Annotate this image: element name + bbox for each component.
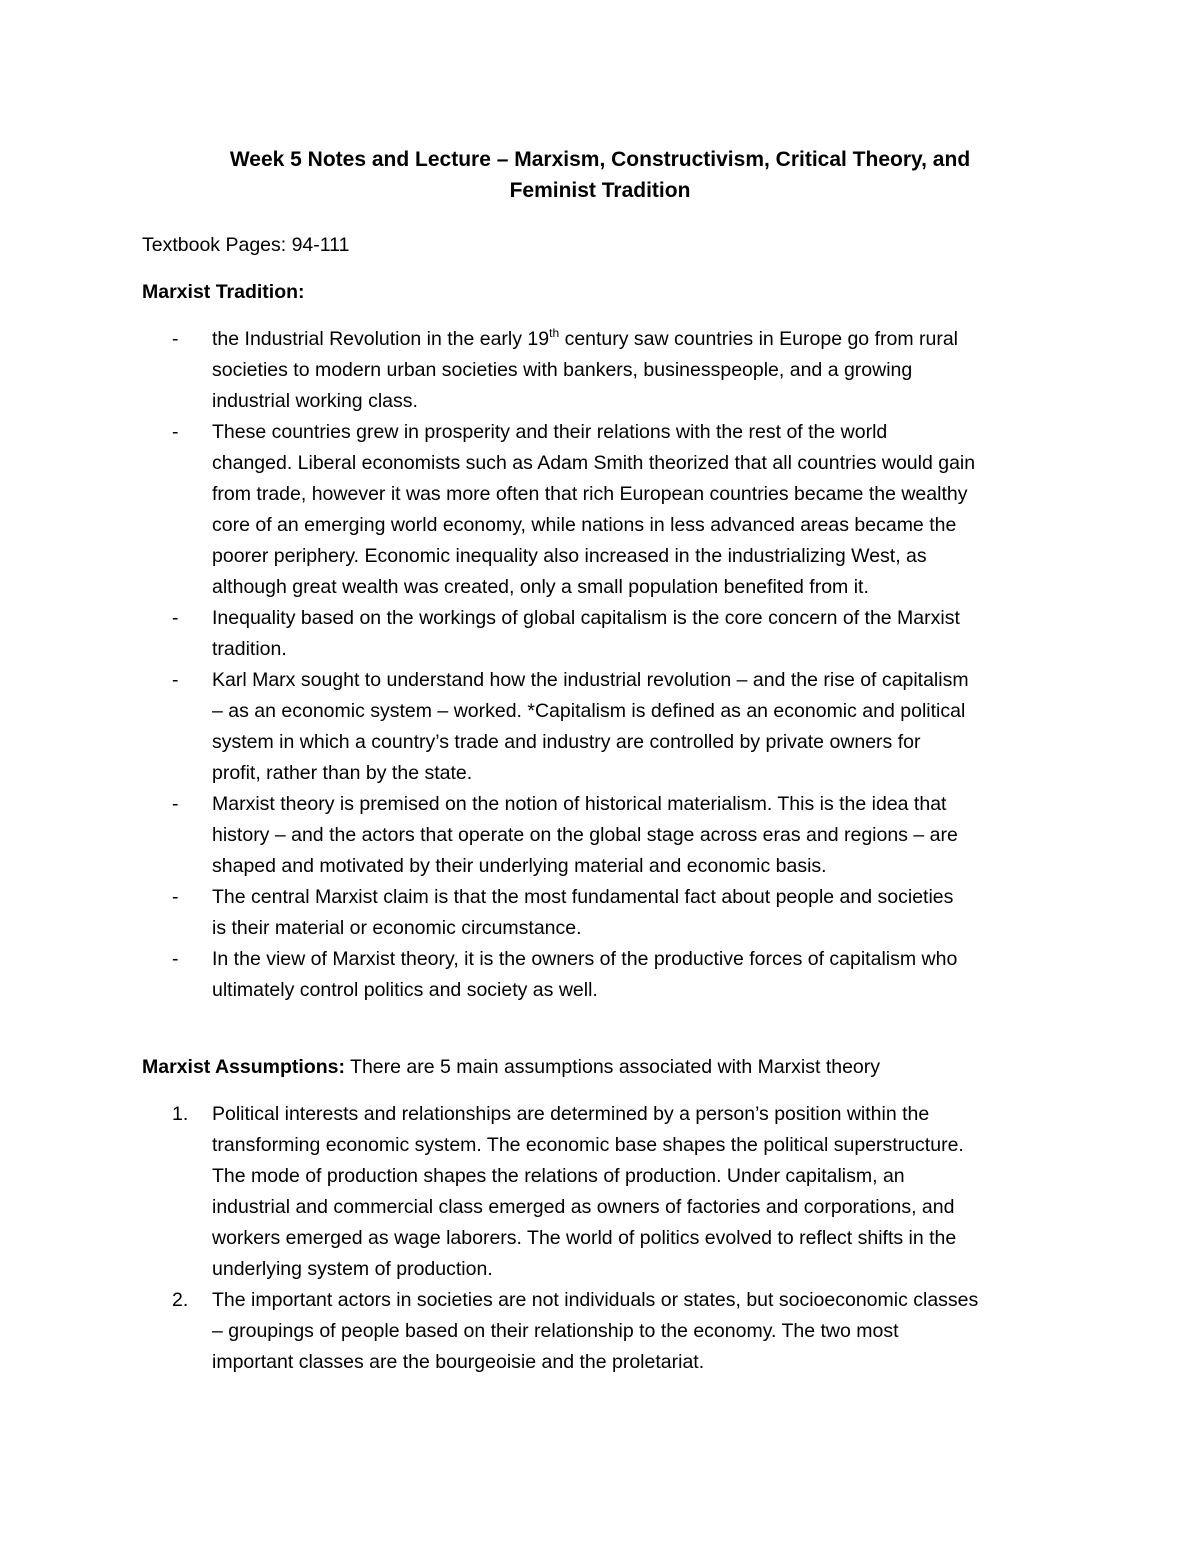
bullet-marker: - — [172, 886, 179, 908]
bullet-line: core of an emerging world economy, while nations in less advanced areas became the — [212, 514, 957, 536]
list-line: – groupings of people based on their relationship to the economy. The two most — [212, 1320, 899, 1342]
bullet-line: system in which a country’s trade and industry are controlled by private owners for — [212, 731, 921, 753]
list-line: important classes are the bourgeoisie and the proletariat. — [212, 1351, 705, 1373]
bullet-line: industrial working class. — [212, 390, 418, 412]
bullet-marker: - — [172, 328, 179, 350]
bullet-line: ultimately control politics and society as well. — [212, 979, 598, 1001]
bullet-line: changed. Liberal economists such as Adam Smith theorized that all countries would gain — [212, 452, 976, 474]
bullet-marker: - — [172, 607, 179, 629]
list-line: industrial and commercial class emerged as owners of factories and corporations, and — [212, 1196, 955, 1218]
marxist-tradition-heading: Marxist Tradition: — [142, 281, 305, 303]
bullet-line: the Industrial Revolution in the early 19th century saw countries in Europe go from rural — [212, 326, 958, 350]
bullet-line: poorer periphery. Economic inequality also increased in the industrializing West, as — [212, 545, 927, 567]
page-title — [100, 144, 1100, 206]
list-number: 1. — [172, 1103, 189, 1125]
list-line: Political interests and relationships are determined by a person’s position within the — [212, 1103, 930, 1125]
bullet-marker: - — [172, 421, 179, 443]
bullet-line: These countries grew in prosperity and their relations with the rest of the world — [212, 421, 888, 443]
bullet-line: Inequality based on the workings of global capitalism is the core concern of the Marxist — [212, 607, 960, 629]
list-line: transforming economic system. The economic base shapes the political superstructure. — [212, 1134, 964, 1156]
bullet-line: is their material or economic circumstance. — [212, 917, 582, 939]
list-line: workers emerged as wage laborers. The world of politics evolved to reflect shifts in the — [212, 1227, 957, 1249]
list-number: 2. — [172, 1289, 189, 1311]
marxist-assumptions-heading: Marxist Assumptions: There are 5 main assumptions associated with Marxist theory — [142, 1056, 881, 1078]
bullet-line: Karl Marx sought to understand how the industrial revolution – and the rise of capitalism — [212, 669, 969, 691]
bullet-line: The central Marxist claim is that the most fundamental fact about people and societies — [212, 886, 954, 908]
bullet-line: profit, rather than by the state. — [212, 762, 473, 784]
bullet-line: history – and the actors that operate on the global stage across eras and regions – are — [212, 824, 958, 846]
list-line: The important actors in societies are not individuals or states, but socioeconomic classes — [212, 1289, 979, 1311]
list-line: underlying system of production. — [212, 1258, 493, 1280]
bullet-line: – as an economic system – worked. *Capitalism is defined as an economic and political — [212, 700, 966, 722]
bullet-line: although great wealth was created, only a small population benefited from it. — [212, 576, 869, 598]
bullet-marker: - — [172, 948, 179, 970]
title-line-1: Week 5 Notes and Lecture – Marxism, Constructivism, Critical Theory, and — [229, 148, 971, 171]
title-line-2: Feminist Tradition — [509, 179, 691, 202]
bullet-marker: - — [172, 793, 179, 815]
list-line: The mode of production shapes the relations of production. Under capitalism, an — [212, 1165, 905, 1187]
bullet-line: tradition. — [212, 638, 287, 660]
bullet-marker: - — [172, 669, 179, 691]
bullet-line: Marxist theory is premised on the notion of historical materialism. This is the idea that — [212, 793, 947, 815]
bullet-line: societies to modern urban societies with bankers, businesspeople, and a growing — [212, 359, 913, 381]
bullet-line: In the view of Marxist theory, it is the owners of the productive forces of capitalism who — [212, 948, 958, 970]
bullet-line: from trade, however it was more often that rich European countries became the wealthy — [212, 483, 968, 505]
bullet-line: shaped and motivated by their underlying material and economic basis. — [212, 855, 827, 877]
textbook-pages: Textbook Pages: 94-111 — [142, 234, 350, 256]
